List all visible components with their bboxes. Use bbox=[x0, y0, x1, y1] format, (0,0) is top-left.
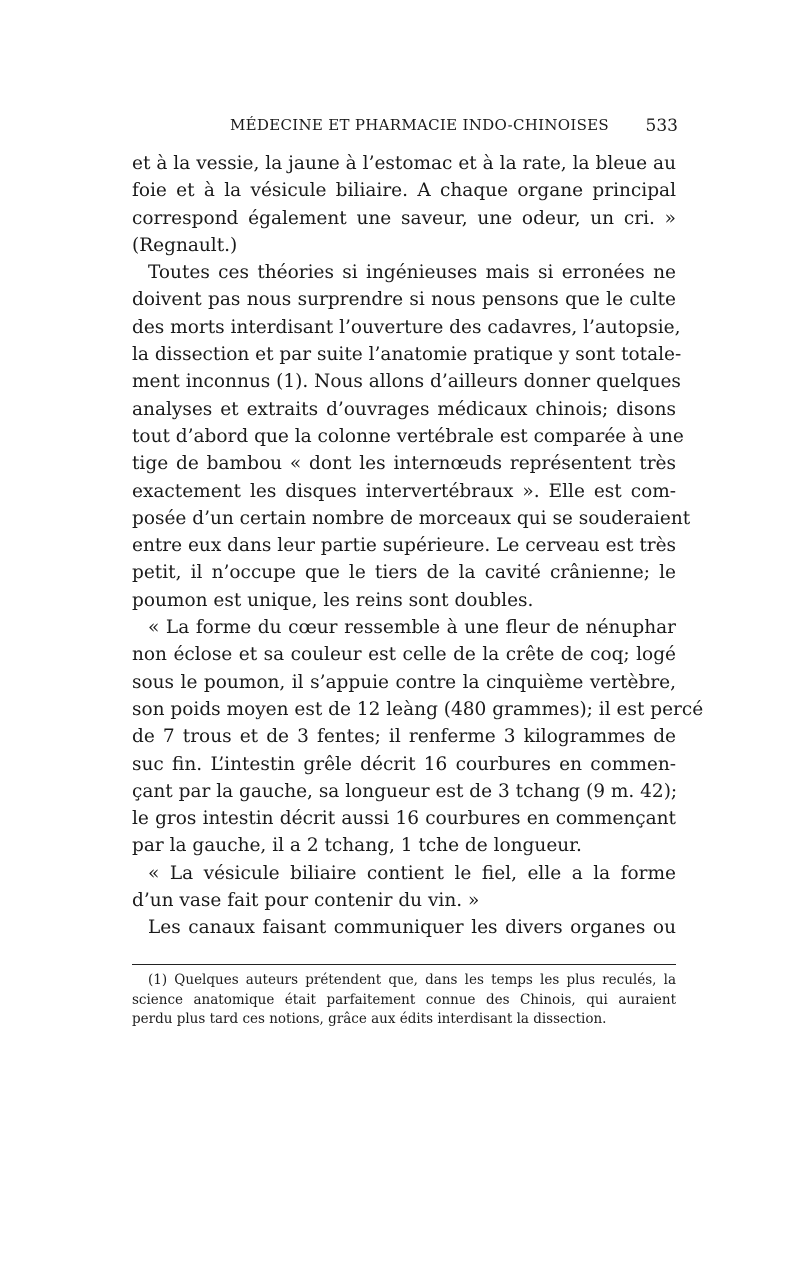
text-line: petit, il n’occupe que le tiers de la cavité crânienne; le bbox=[132, 562, 676, 584]
text-line: « La forme du cœur ressemble à une fleur de nénuphar bbox=[148, 617, 676, 639]
text-line: son poids moyen est de 12 leàng (480 grammes); il est percé bbox=[132, 698, 704, 720]
text-line: correspond également une saveur, une odeur, un cri. » bbox=[132, 207, 676, 229]
text-line: analyses et extraits d’ouvrages médicaux chinois; disons bbox=[132, 398, 676, 420]
text-line: poumon est unique, les reins sont doubles. bbox=[132, 589, 534, 611]
text-line: le gros intestin décrit aussi 16 courbures en commençant bbox=[132, 808, 676, 830]
text-line: entre eux dans leur partie supérieure. Le cerveau est très bbox=[132, 535, 677, 557]
footnote-line: (1) Quelques auteurs prétendent que, dans les temps les plus reculés, la bbox=[148, 972, 676, 988]
text-line: exactement les disques intervertébraux ». Elle est com- bbox=[132, 480, 676, 502]
text-line: d’un vase fait pour contenir du vin. » bbox=[132, 890, 480, 912]
text-line: sous le poumon, il s’appuie contre la cinquième vertèbre, bbox=[132, 671, 676, 693]
text-line: tout d’abord que la colonne vertébrale est comparée à une bbox=[132, 425, 684, 447]
text-line: et à la vessie, la jaune à l’estomac et à la rate, la bleue au bbox=[132, 153, 676, 174]
text-line: foie et à la vésicule biliaire. A chaque organe principal bbox=[132, 180, 676, 202]
text-line: ment inconnus (1). Nous allons d’ailleurs donner quelques bbox=[132, 371, 681, 393]
text-line: non éclose et sa couleur est celle de la crête de coq; logé bbox=[132, 644, 676, 666]
text-line: posée d’un certain nombre de morceaux qui se souderaient bbox=[132, 507, 691, 529]
text-line: par la gauche, il a 2 tchang, 1 tche de longueur. bbox=[132, 835, 582, 857]
footnotes bbox=[132, 971, 676, 1030]
text-line: çant par la gauche, sa longueur est de 3 tchang (9 m. 42); bbox=[132, 780, 678, 802]
page-number: 533 bbox=[645, 116, 678, 136]
text-line: « La vésicule biliaire contient le fiel, elle a la forme bbox=[148, 862, 676, 884]
text-line: des morts interdisant l’ouverture des cadavres, l’autopsie, bbox=[132, 316, 681, 338]
text-line: Les canaux faisant communiquer les divers organes ou bbox=[148, 917, 676, 939]
text-line: la dissection et par suite l’anatomie pratique y sont totale- bbox=[132, 344, 682, 366]
running-title: MÉDECINE ET PHARMACIE INDO-CHINOISES bbox=[230, 116, 609, 134]
footnote-divider bbox=[132, 964, 676, 965]
text-line: de 7 trous et de 3 fentes; il renferme 3 kilogrammes de bbox=[132, 726, 676, 748]
body-text bbox=[132, 150, 704, 942]
text-line: suc fin. L’intestin grêle décrit 16 courbures en commen- bbox=[132, 753, 676, 775]
text-line: (Regnault.) bbox=[132, 234, 238, 256]
text-line: tige de bambou « dont les internœuds représentent très bbox=[132, 453, 676, 475]
text-line: Toutes ces théories si ingénieuses mais si erronées ne bbox=[148, 262, 676, 284]
text-line: doivent pas nous surprendre si nous pensons que le culte bbox=[132, 289, 676, 311]
footnote-line: perdu plus tard ces notions, grâce aux édits interdisant la dissection. bbox=[132, 1011, 607, 1027]
running-head bbox=[130, 116, 678, 138]
footnote-line: science anatomique était parfaitement connue des Chinois, qui auraient bbox=[132, 991, 676, 1008]
